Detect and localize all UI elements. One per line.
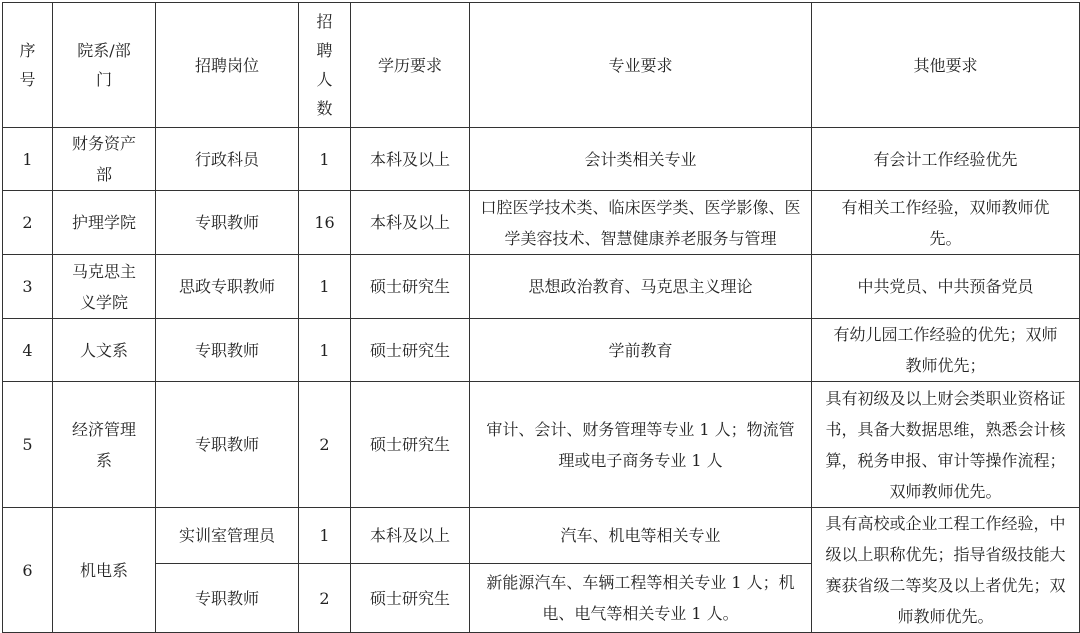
cell-education: 本科及以上 <box>351 191 470 255</box>
table-row <box>3 382 1080 508</box>
cell-dept: 人文系 <box>53 319 156 382</box>
cell-count: 1 <box>299 128 351 191</box>
cell-dept: 机电系 <box>53 508 156 633</box>
cell-major: 口腔医学技术类、临床医学类、医学影像、医学美容技术、智慧健康养老服务与管理 <box>470 191 812 255</box>
cell-no: 1 <box>3 128 53 191</box>
cell-no: 5 <box>3 382 53 508</box>
cell-education: 硕士研究生 <box>351 319 470 382</box>
cell-dept: 经济管理系 <box>53 382 156 508</box>
cell-education: 本科及以上 <box>351 508 470 564</box>
header-no: 序号 <box>3 3 53 128</box>
table-row <box>3 319 1080 382</box>
cell-other: 有会计工作经验优先 <box>812 128 1080 191</box>
cell-other: 具有初级及以上财会类职业资格证书，具备大数据思维，熟悉会计核算，税务申报、审计等操作流程；双师教师优先。 <box>812 382 1080 508</box>
header-position: 招聘岗位 <box>156 3 299 128</box>
cell-position: 专职教师 <box>156 564 299 633</box>
cell-major: 审计、会计、财务管理等专业 1 人；物流管理或电子商务专业 1 人 <box>470 382 812 508</box>
cell-other: 有幼儿园工作经验的优先；双师教师优先； <box>812 319 1080 382</box>
table-row <box>3 191 1080 255</box>
cell-count: 1 <box>299 508 351 564</box>
table-row <box>3 508 1080 564</box>
table-row <box>3 128 1080 191</box>
cell-position: 专职教师 <box>156 382 299 508</box>
cell-major: 汽车、机电等相关专业 <box>470 508 812 564</box>
header-major: 专业要求 <box>470 3 812 128</box>
cell-other: 有相关工作经验，双师教师优先。 <box>812 191 1080 255</box>
recruitment-table <box>2 2 1080 633</box>
cell-education: 硕士研究生 <box>351 382 470 508</box>
cell-major: 会计类相关专业 <box>470 128 812 191</box>
cell-position: 实训室管理员 <box>156 508 299 564</box>
cell-position: 思政专职教师 <box>156 255 299 319</box>
cell-position: 专职教师 <box>156 319 299 382</box>
cell-education: 本科及以上 <box>351 128 470 191</box>
header-dept: 院系/部门 <box>53 3 156 128</box>
header-other: 其他要求 <box>812 3 1080 128</box>
cell-other: 具有高校或企业工程工作经验，中级以上职称优先；指导省级技能大赛获省级二等奖及以上者优先；双师教师优先。 <box>812 508 1080 633</box>
cell-no: 4 <box>3 319 53 382</box>
cell-education: 硕士研究生 <box>351 255 470 319</box>
cell-position: 行政科员 <box>156 128 299 191</box>
cell-count: 2 <box>299 564 351 633</box>
cell-dept: 财务资产部 <box>53 128 156 191</box>
cell-no: 2 <box>3 191 53 255</box>
cell-count: 16 <box>299 191 351 255</box>
cell-count: 1 <box>299 255 351 319</box>
cell-count: 1 <box>299 319 351 382</box>
cell-no: 3 <box>3 255 53 319</box>
cell-no: 6 <box>3 508 53 633</box>
table-row <box>3 255 1080 319</box>
cell-major: 思想政治教育、马克思主义理论 <box>470 255 812 319</box>
header-count: 招聘人数 <box>299 3 351 128</box>
cell-position: 专职教师 <box>156 191 299 255</box>
cell-education: 硕士研究生 <box>351 564 470 633</box>
cell-dept: 护理学院 <box>53 191 156 255</box>
cell-major: 新能源汽车、车辆工程等相关专业 1 人；机电、电气等相关专业 1 人。 <box>470 564 812 633</box>
cell-count: 2 <box>299 382 351 508</box>
cell-major: 学前教育 <box>470 319 812 382</box>
cell-dept: 马克思主义学院 <box>53 255 156 319</box>
cell-other: 中共党员、中共预备党员 <box>812 255 1080 319</box>
header-row <box>3 3 1080 128</box>
header-education: 学历要求 <box>351 3 470 128</box>
